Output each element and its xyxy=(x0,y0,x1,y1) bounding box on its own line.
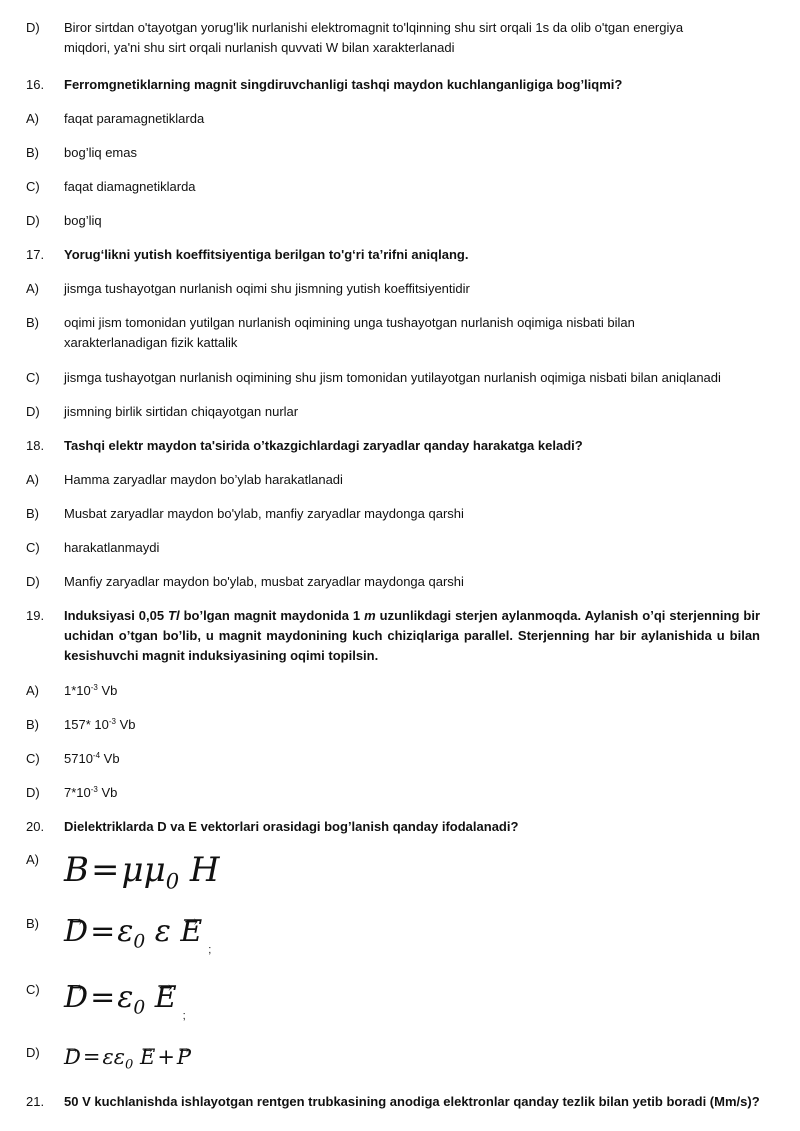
option-label: B) xyxy=(26,145,39,160)
question-number: 18. xyxy=(26,438,45,453)
question-text: Yorug‘likni yutish koeffitsiyentiga berilgan to'g‘ri ta’rifni aniqlang. xyxy=(64,247,469,262)
question-text-line-1: Induksiyasi 0,05 Tl bo’lgan magnit maydonida 1 m uzunlikdagi sterjen aylanmoqda. Aylanish o’qi sterjenning bir xyxy=(64,608,760,623)
question-text xyxy=(64,606,760,666)
formula-b-mu-mu0-h: $B=\mu\mu_0$ H xyxy=(64,850,220,894)
formula-d-eps0-e: → $D=\varepsilon_0 \to E_;$ xyxy=(64,980,186,1034)
option-label: C) xyxy=(26,751,40,766)
option-text: faqat paramagnetiklarda xyxy=(64,111,205,126)
option-label: C) xyxy=(26,179,40,194)
option-text: jismga tushayotgan nurlanish oqimi shu jismning yutish koeffitsiyentidir xyxy=(64,281,470,296)
option-label: A) xyxy=(26,472,39,487)
option-text: $7*10^{-3}$ Vb xyxy=(64,785,118,800)
option-label: C) xyxy=(26,982,40,997)
option-text: $5710^{-4}$ Vb xyxy=(64,751,120,766)
option-label: D) xyxy=(26,574,40,589)
option-text xyxy=(64,18,760,58)
question-number: 19. xyxy=(26,608,45,623)
option-text: $1*10^{-3}$ Vb xyxy=(64,683,118,698)
option-text: Manfiy zaryadlar maydon bo'ylab, musbat zaryadlar maydonga qarshi xyxy=(64,574,464,589)
question-text: Ferromgnetiklarning magnit singdiruvchanligi tashqi maydon kuchlanganligiga bog’liqmi? xyxy=(64,77,623,92)
formula-d-eps0-eps-e: → $D=\varepsilon_0$ $\varepsilon \to E_;$ xyxy=(64,914,211,968)
option-label: B) xyxy=(26,315,39,330)
question-number: 17. xyxy=(26,247,45,262)
question-number: 20. xyxy=(26,819,45,834)
option-label: D) xyxy=(26,213,40,228)
option-text: bog’liq xyxy=(64,213,102,228)
option-text: bog’liq emas xyxy=(64,145,137,160)
formula-d-eps-eps0-e-plus-p: → $D=\varepsilon\varepsilon_0 \to E+\to P$ xyxy=(64,1043,191,1080)
question-number: 16. xyxy=(26,77,45,92)
question-text-line-2: uchidan o’tgan bo’lib, u magnit maydonining kuch chiziqlariga parallel. Sterjenning har bir aylanishida u bilan xyxy=(64,628,760,643)
option-label: D) xyxy=(26,20,40,35)
option-label: C) xyxy=(26,370,40,385)
option-text: harakatlanmaydi xyxy=(64,540,160,555)
option-text: faqat diamagnetiklarda xyxy=(64,179,196,194)
option-text-line-1: Biror sirtdan o'tayotgan yorug'lik nurlanishi elektromagnit to'lqinning shu sirt orqali 1s da olib o'tgan energiya xyxy=(64,20,684,35)
option-label: B) xyxy=(26,916,39,931)
option-label: A) xyxy=(26,111,39,126)
option-text: jismning birlik sirtidan chiqayotgan nurlar xyxy=(64,404,299,419)
option-text: Musbat zaryadlar maydon bo'ylab, manfiy zaryadlar maydonga qarshi xyxy=(64,506,464,521)
option-label: D) xyxy=(26,785,40,800)
option-label: B) xyxy=(26,717,39,732)
option-text: 157* $10^{-3}$ Vb xyxy=(64,717,136,732)
option-label: D) xyxy=(26,1045,40,1060)
option-label: A) xyxy=(26,852,39,867)
question-text: Dielektriklarda D va E vektorlari orasidagi bog’lanish qanday ifodalanadi? xyxy=(64,819,519,834)
option-label: C) xyxy=(26,540,40,555)
question-text-line-3: kesishuvchi magnit induksiyasining oqimi topilsin. xyxy=(64,648,379,663)
option-label: A) xyxy=(26,683,39,698)
question-text: Tashqi elektr maydon ta'sirida o’tkazgichlardagi zaryadlar qanday harakatga keladi? xyxy=(64,438,583,453)
question-text: 50 V kuchlanishda ishlayotgan rentgen trubkasining anodiga elektronlar qanday tezlik bilan yetib boradi (Mm/s)? xyxy=(64,1094,760,1109)
option-text: Hamma zaryadlar maydon bo’ylab harakatlanadi xyxy=(64,472,343,487)
option-text-line-2: miqdori, ya'ni shu sirt orqali nurlanish quvvati W bilan xarakterlanadi xyxy=(64,40,455,55)
question-number: 21. xyxy=(26,1094,45,1109)
option-text xyxy=(64,313,760,353)
option-label: D) xyxy=(26,404,40,419)
option-text: jismga tushayotgan nurlanish oqimining shu jism tomonidan yutilayotgan nurlanish oqimiga nisbati bilan aniqlanadi xyxy=(64,370,721,385)
option-text-line-1: oqimi jism tomonidan yutilgan nurlanish oqimining unga tushayotgan nurlanish oqimiga nisbati bilan xyxy=(64,315,635,330)
option-label: A) xyxy=(26,281,39,296)
option-text-line-2: xarakterlanadigan fizik kattalik xyxy=(64,335,238,350)
option-label: B) xyxy=(26,506,39,521)
